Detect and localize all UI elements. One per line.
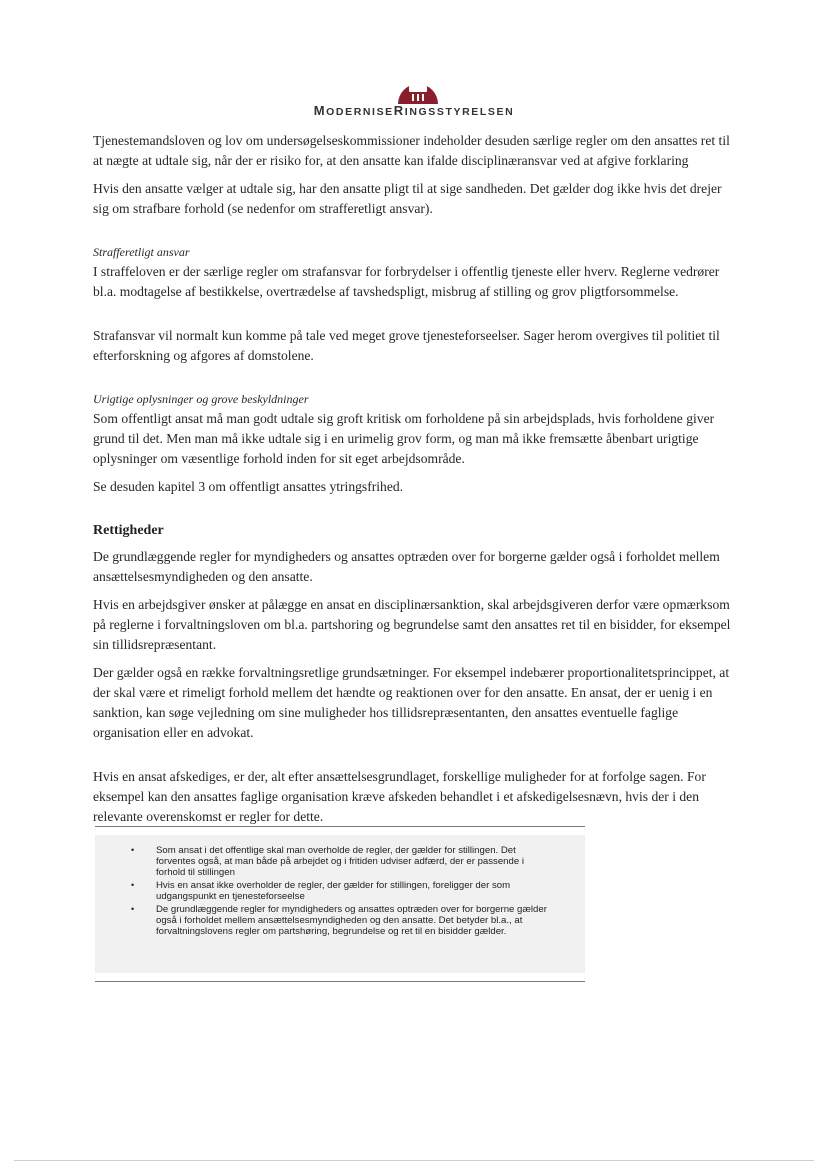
paragraph: Der gælder også en række forvaltningsretlige grundsætninger. For eksempel indebærer proportionalitetsprincippet, at der skal være et rimeligt forhold mellem det hændte og reaktionen over for den ansatte. En ansat, der er uenig i en sanktion, kan søge vejledning om sine muligheder hos tillidsrepræsentanten, den ansattes eventuelle faglige organisation eller en advokat. [93, 665, 730, 740]
paragraph: Tjenestemandsloven og lov om undersøgelseskommissioner indeholder desuden særlige regler om den ansattes ret til at nægte at udtale sig, når der er risiko for, at den ansatte kan ifalde disciplinæransvar ved at afgive forklaring [93, 133, 730, 168]
section-heading-rettigheder: Rettigheder [93, 523, 164, 538]
summary-box [95, 826, 585, 982]
agency-name: MODERNISERINGSSTYRELSEN [313, 103, 515, 118]
bullet-icon: • [131, 880, 135, 890]
summary-list [131, 845, 551, 937]
paragraph: Se desuden kapitel 3 om offentligt ansattes ytringsfrihed. [93, 479, 404, 494]
paragraph: I straffeloven er der særlige regler om strafansvar for forbrydelser i offentlig tjeneste eller hverv. Reglerne vedrører bl.a. modtagelse af bestikkelse, overtrædelse af tavshedspligt, misbrug af stilling og grov pligtforsommelse. [93, 264, 720, 299]
paragraph: Hvis en ansat afskediges, er der, alt efter ansættelsesgrundlaget, forskellige muligheder for at forfolge sagen. For eksempel kan den ansattes faglige organisation kræve afskeden behandlet i et afskedigelsesnævn, hvis der i den relevante overenskomst er regler for dette. [93, 769, 706, 824]
bullet-icon: • [131, 845, 135, 855]
summary-item: • Hvis en ansat ikke overholder de regler, der gælder for stillingen, foreligger der som udgangspunkt en tjenesteforseelse [131, 880, 511, 902]
paragraph: Som offentligt ansat må man godt udtale sig groft kritisk om forholdene på sin arbejdsplads, hvis forholdene giver grund til det. Men man må ikke udtale sig i en urimelig grov form, og man må ikke fremsætte åbenbart urigtige oplysninger om væsentlige forhold inden for sit eget arbejdsområde. [93, 411, 715, 466]
bullet-icon: • [131, 904, 135, 914]
subheading-strafferetligt-ansvar: Strafferetligt ansvar [93, 245, 190, 259]
summary-item: • De grundlæggende regler for myndigheders og ansattes optræden over for borgerne gælder også i forholdet mellem ansættelsesmyndigheden og den ansatte. Det betyder bl.a., at forvaltningslovens regler om partshøring, begrundelse og ret til en bisidder gælder. [131, 904, 547, 937]
document-body [93, 131, 733, 827]
paragraph: Hvis den ansatte vælger at udtale sig, har den ansatte pligt til at sige sandheden. Det gælder dog ikke hvis det drejer sig om strafbare forhold (se nedenfor om strafferetligt ansvar). [93, 181, 722, 216]
subheading-urigtige-oplysninger: Urigtige oplysninger og grove beskyldninger [93, 392, 309, 406]
crown-logo-icon [396, 72, 440, 104]
summary-item: • Som ansat i det offentlige skal man overholde de regler, der gælder for stillingen. Det forventes også, at man både på arbejdet og i fritiden udviser adfærd, der er passende i forhold til stillingen [131, 845, 524, 878]
page-bottom-rule [14, 1160, 814, 1161]
paragraph: De grundlæggende regler for myndigheders og ansattes optræden over for borgerne gælder også i forholdet mellem ansættelsesmyndigheden og den ansatte. [93, 549, 720, 584]
paragraph: Strafansvar vil normalt kun komme på tale ved meget grove tjenesteforseelser. Sager herom overgives til politiet til efterforskning og afgores af domstolene. [93, 328, 720, 363]
paragraph: Hvis en arbejdsgiver ønsker at pålægge en ansat en disciplinærsanktion, skal arbejdsgiveren derfor være opmærksom på reglerne i forvaltningsloven om bl.a. partshoring og begrundelse samt den ansattes ret til en bisidder, for eksempel sin tillidsrepræsentant. [93, 597, 731, 652]
